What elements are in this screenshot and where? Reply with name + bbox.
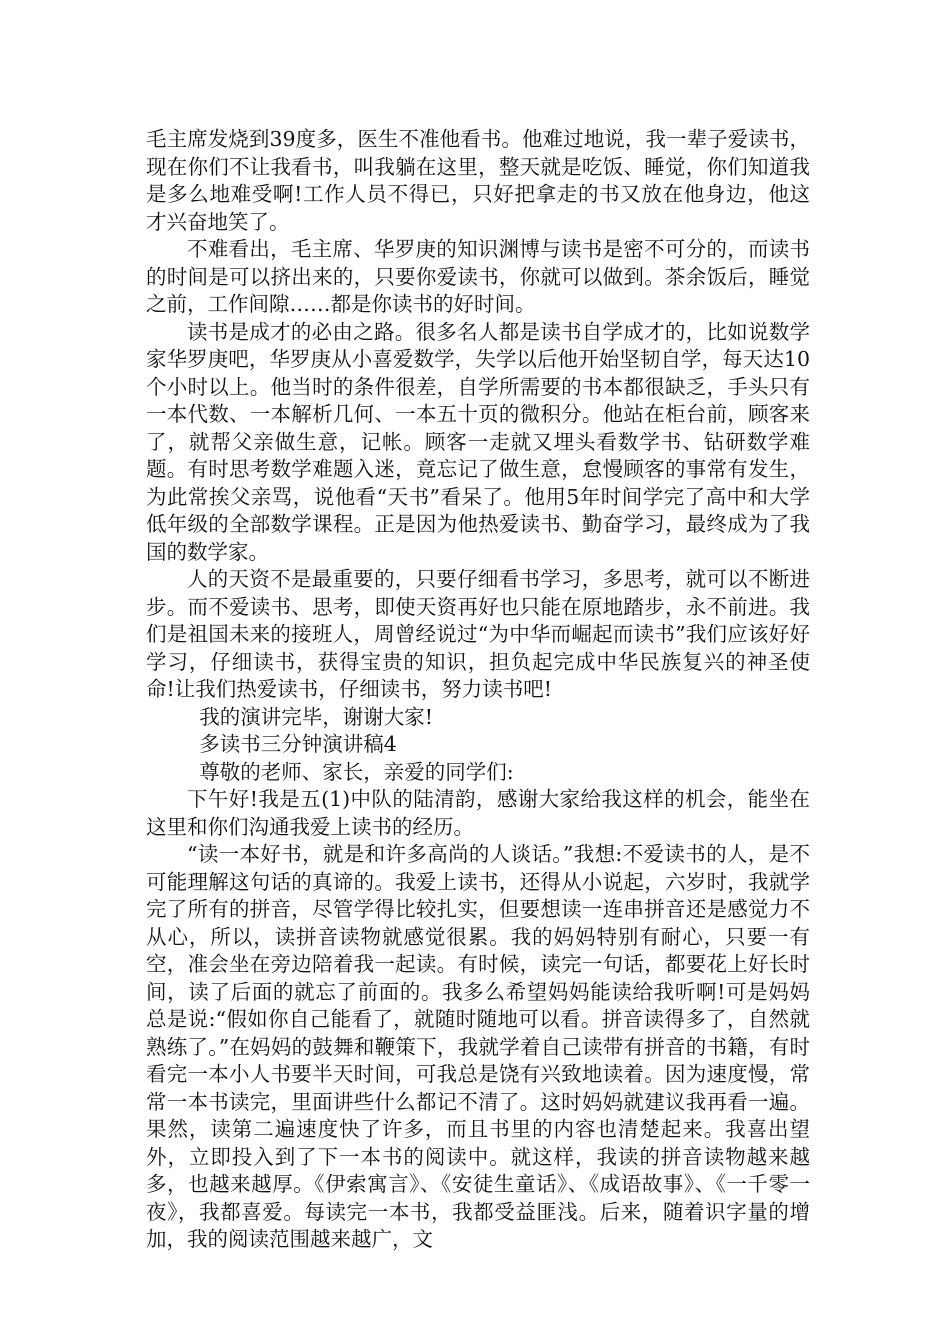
paragraph-story: “读一本好书，就是和许多高尚的人谈话。”我想:不爱读书的人，是不可能理解这句话的真谛的。我爱上读书，还得从小说起，六岁时，我就学完了所有的拼音，尽管学得比较扎实，但要想读一连串拼音还是感觉力不从心，所以，读拼音读物就感觉很累。我的妈妈特别有耐心，只要一有空，准会坐在旁边陪着我一起读。有时候，读完一句话，都要花上好长时间，读了后面的就忘了前面的。我多么希望妈妈能读给我听啊!可是妈妈总是说:“假如你自己能看了，就随时随地可以看。拼音读得多了，自然就熟练了。”在妈妈的鼓舞和鞭策下，我就学着自己读带有拼音的书籍，有时看完一本小人书要半天时间，可我总是饶有兴致地读着。因为速度慢，常常一本书读完，里面讲些什么都记不清了。这时妈妈就建议我再看一遍。果然，读第二遍速度快了许多，而且书里的内容也清楚起来。我喜出望外，立即投入到了下一本书的阅读中。就这样，我读的拼音读物越来越多，也越来越厚。《伊索寓言》、《安徒生童话》、《成语故事》、《一千零一夜》，我都喜爱。每读完一本书，我都受益匪浅。后来，随着识字量的增加，我的阅读范围越来越广，文 (146, 842, 810, 1251)
salutation: 尊敬的老师、家长，亲爱的同学们: (199, 759, 514, 784)
paragraph-greeting: 下午好!我是五(1)中队的陆清韵，感谢大家给我这样的机会，能坐在这里和你们沟通我爱上读书的经历。 (146, 787, 810, 839)
paragraph-hua-luogeng: 读书是成才的必由之路。很多名人都是读书自学成才的，比如说数学家华罗庚吧，华罗庚从小喜爱数学，失学以后他开始坚韧自学，每天达10个小时以上。他当时的条件很差，自学所需要的书本都很缺乏，手头只有一本代数、一本解析几何、一本五十页的微积分。他站在柜台前，顾客来了，就帮父亲做生意，记帐。顾客一走就又埋头看数学书、钻研数学难题。有时思考数学难题入迷，竟忘记了做生意，怠慢顾客的事常有发生，为此常挨父亲骂，说他看“天书”看呆了。他用5年时间学完了高中和大学低年级的全部数学课程。正是因为他热爱读书、勤奋学习，最终成为了我国的数学家。 (146, 319, 810, 564)
paragraph-mao-reading: 毛主席发烧到39度多，医生不准他看书。他难过地说，我一辈子爱读书，现在你们不让我看书，叫我躺在这里，整天就是吃饭、睡觉，你们知道我是多么地难受啊!工作人员不得已，只好把拿走的书又放在他身边，他这才兴奋地笑了。 (146, 127, 810, 234)
paragraph-reading-time: 不难看出，毛主席、华罗庚的知识渊博与读书是密不可分的，而读书的时间是可以挤出来的，只要你爱读书，你就可以做到。茶余饭后，睡觉之前，工作间隙……都是你读书的好时间。 (146, 237, 810, 316)
paragraph-talent: 人的天资不是最重要的，只要仔细看书学习，多思考，就可以不断进步。而不爱读书、思考，即使天资再好也只能在原地踏步，永不前进。我们是祖国未来的接班人，周曾经说过“为中华而崛起而读书”我们应该好好学习，仔细读书，获得宝贵的知识，担负起完成中华民族复兴的神圣使命!让我们热爱读书，仔细读书，努力读书吧! (146, 567, 810, 701)
document-body (146, 126, 810, 1254)
closing-line: 我的演讲完毕，谢谢大家! (199, 704, 434, 729)
speech-title: 多读书三分钟演讲稿4 (199, 732, 397, 756)
